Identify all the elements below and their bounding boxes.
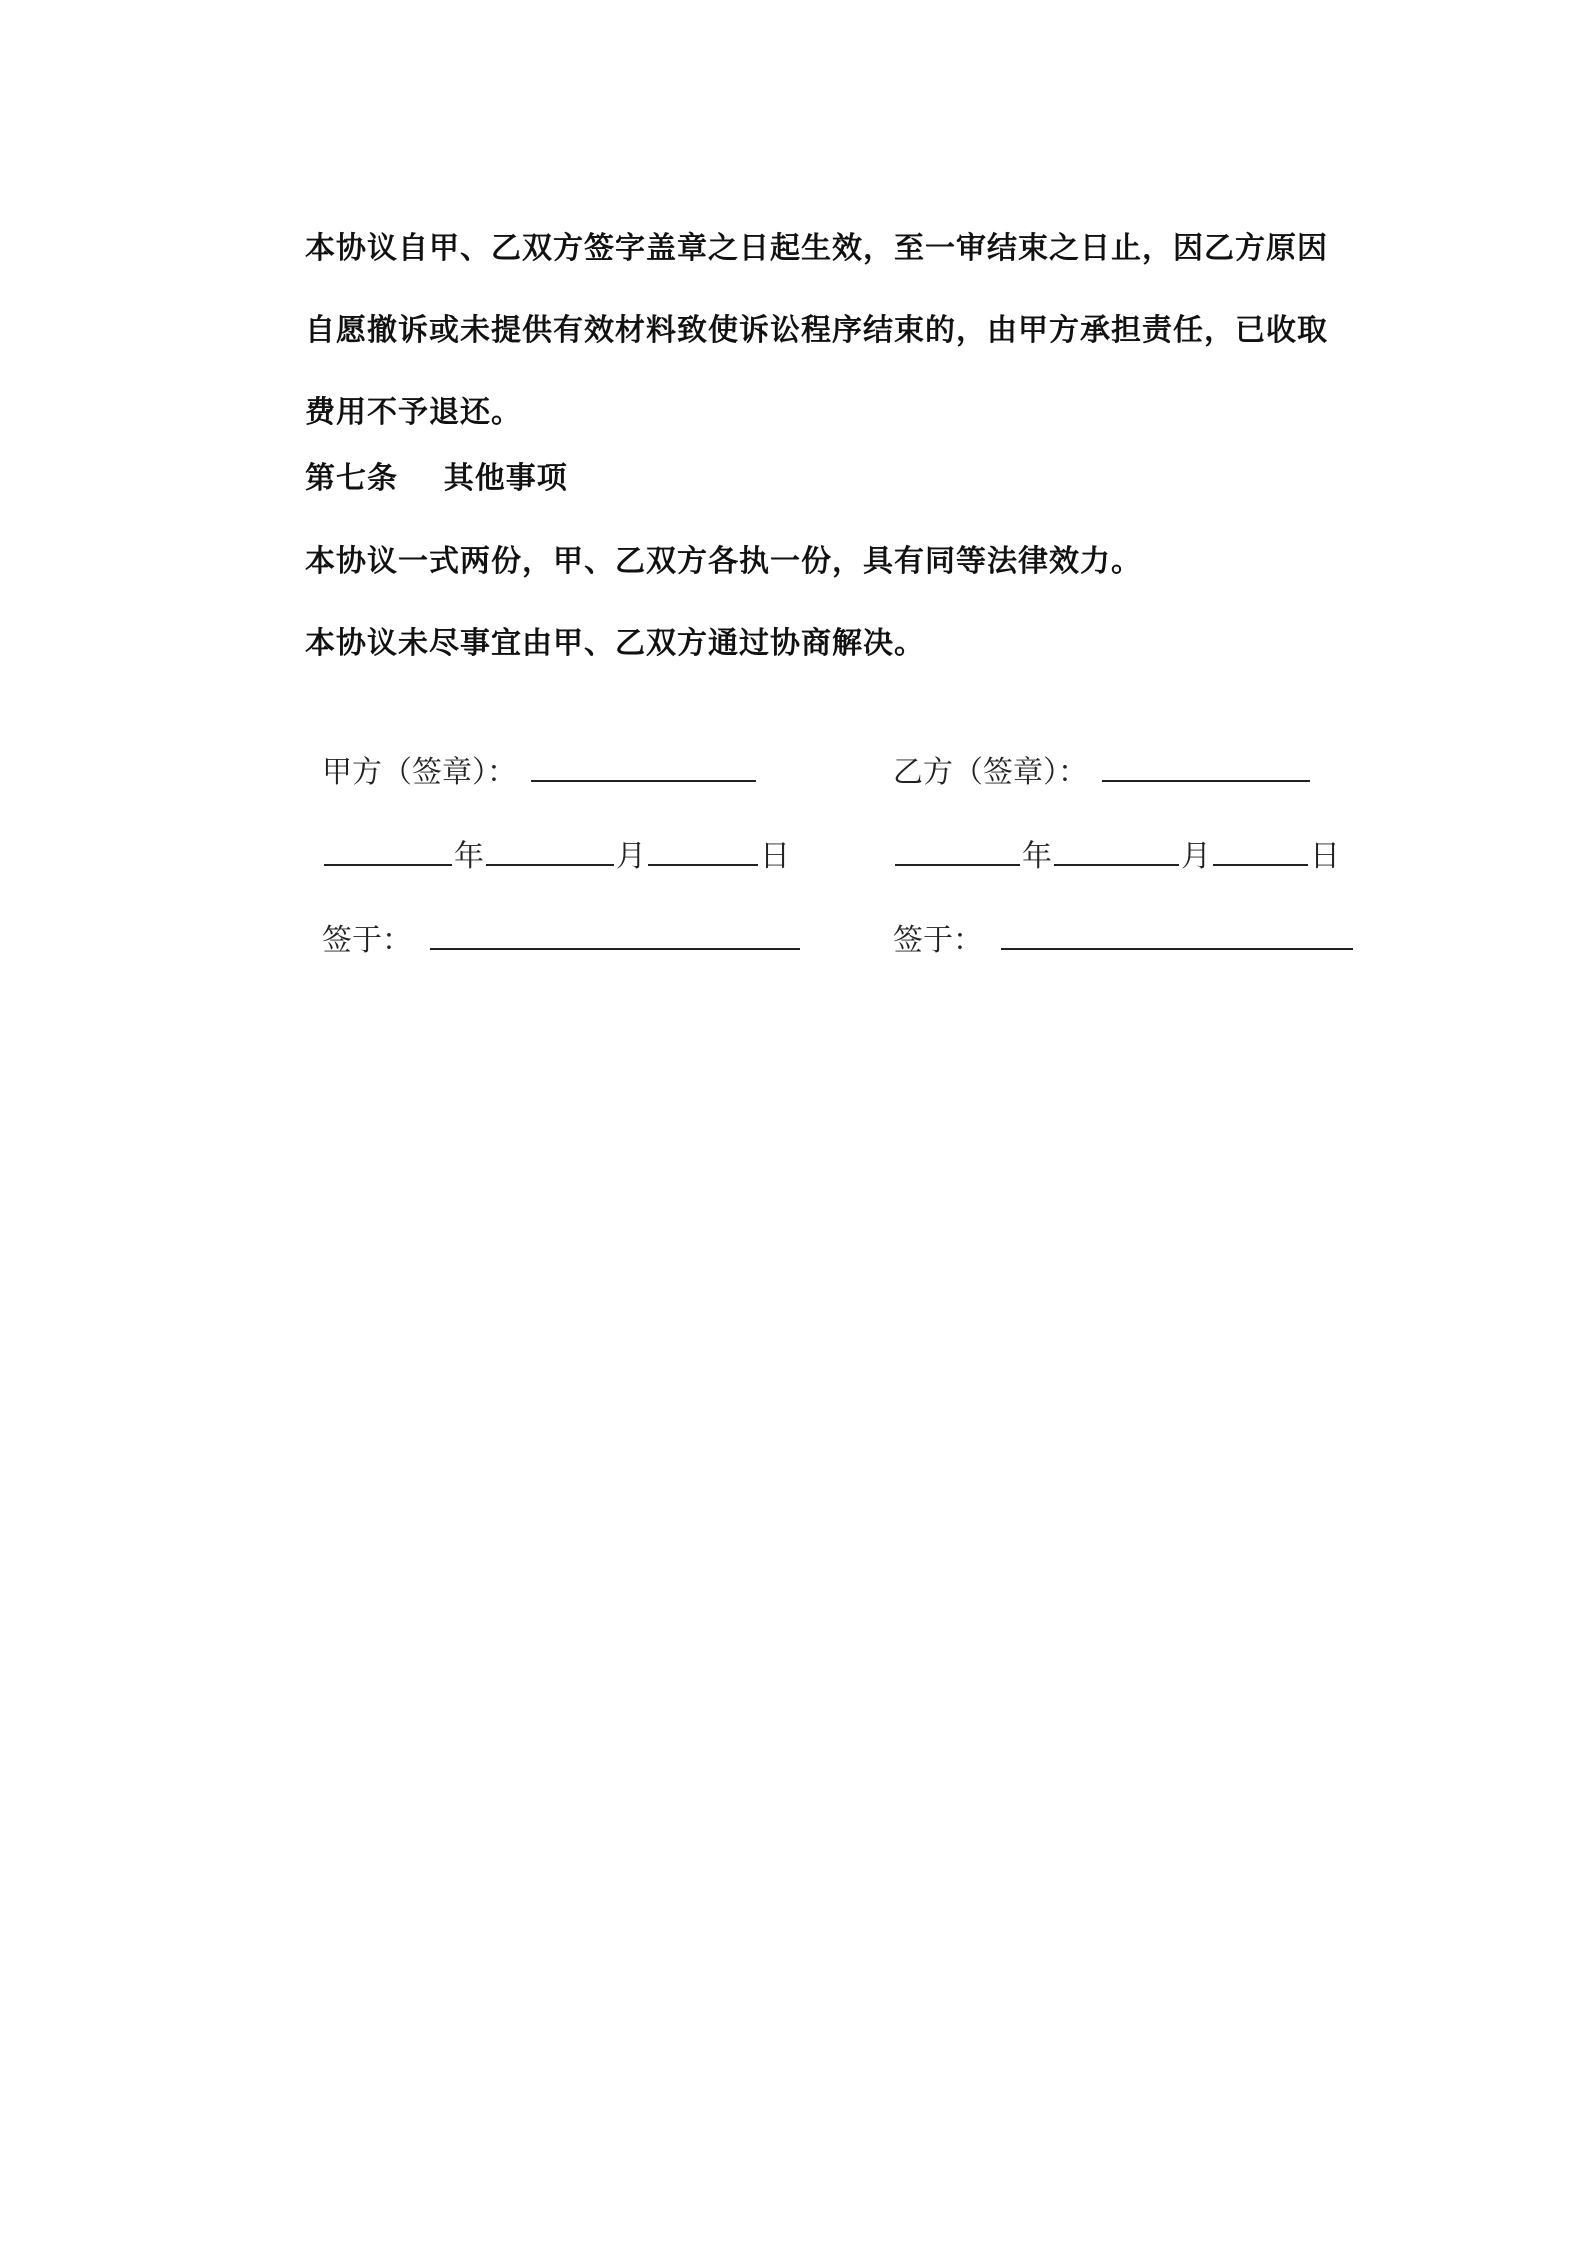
party-a-year-label: 年 — [454, 839, 484, 874]
party-a-year-line[interactable] — [324, 834, 452, 866]
party-a-signature-line[interactable] — [531, 750, 756, 782]
clause6-effective-paragraph: 本协议自甲、乙双方签字盖章之日起生效，至一审结束之日止，因乙方原因自愿撤诉或未提供有效材料致使诉讼程序结束的，由甲方承担责任，已收取费用不予退还。 — [305, 231, 1328, 430]
party-a-day-line[interactable] — [648, 834, 758, 866]
party-a-day-label: 日 — [760, 839, 790, 874]
party-b-place-label: 签于： — [893, 923, 983, 958]
clause7-paragraph-copies: 本协议一式两份，甲、乙双方各执一份，具有同等法律效力。 — [305, 544, 1142, 579]
party-b-signature-line[interactable] — [1102, 750, 1310, 782]
party-b-sign-row — [893, 750, 1363, 834]
party-b-place-row — [893, 918, 1363, 1002]
party-a-month-label: 月 — [616, 839, 646, 874]
party-a-place-label: 签于： — [322, 923, 412, 958]
party-b-day-line[interactable] — [1213, 834, 1308, 866]
party-a-place-line[interactable] — [430, 918, 800, 950]
party-b-year-label: 年 — [1022, 839, 1052, 874]
party-b-year-line[interactable] — [895, 834, 1020, 866]
party-b-signature-block — [893, 750, 1363, 1002]
party-a-date-row — [322, 834, 792, 918]
party-b-date-row — [893, 834, 1363, 918]
party-a-sign-row — [322, 750, 792, 834]
party-b-day-label: 日 — [1310, 839, 1340, 874]
clause7-paragraph-negotiation: 本协议未尽事宜由甲、乙双方通过协商解决。 — [305, 626, 925, 661]
party-a-month-line[interactable] — [486, 834, 614, 866]
party-b-sign-label: 乙方（签章）： — [893, 755, 1088, 790]
party-a-place-row — [322, 918, 792, 1002]
clause7-heading: 第七条 其他事项 — [305, 461, 568, 496]
party-a-sign-label: 甲方（签章）： — [322, 755, 517, 790]
party-b-place-line[interactable] — [1001, 918, 1353, 950]
party-a-signature-block — [322, 750, 792, 1002]
party-b-month-line[interactable] — [1054, 834, 1179, 866]
party-b-month-label: 月 — [1181, 839, 1211, 874]
